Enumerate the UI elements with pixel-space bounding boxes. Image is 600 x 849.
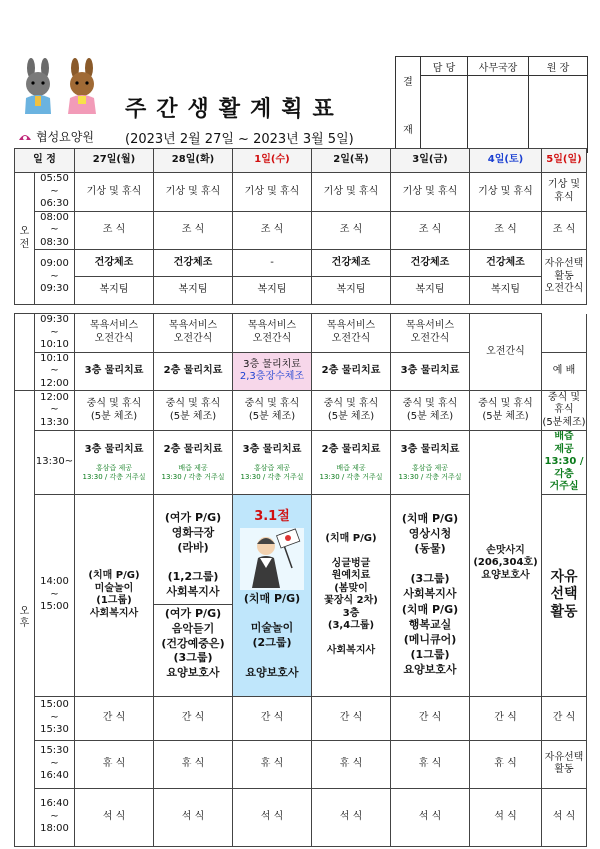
- exercise-cell: 건강체조: [75, 250, 154, 277]
- wake-cell: 기상 및 휴식: [75, 173, 154, 212]
- exercise-cell-none: -: [233, 250, 312, 277]
- snack-note-sun: 배즙 제공 13:30 / 각층 거주실: [542, 431, 587, 495]
- pt-cell-wed: 3층 물리치료 2,3층장수체조: [233, 352, 312, 391]
- dinner-cell: 석 식: [154, 788, 233, 846]
- day-header-sat: 4일(토): [470, 149, 542, 173]
- program-tue: (여가 P/G) 영화극장 (라바) (1,2그룹) 사회복지사 (여가 P/G) 음악듣기 (건강예중은) (3그룹) 요양보호사: [154, 494, 233, 696]
- time-cell: 09:00 ~ 09:30: [35, 250, 75, 305]
- approval-col-manager: 담 당: [421, 57, 468, 76]
- day-header-sun: 5일(일): [542, 149, 587, 173]
- day-header-mon: 27일(월): [75, 149, 154, 173]
- snack-cell: 간 식: [542, 696, 587, 740]
- time-cell: 15:00 ~ 15:30: [35, 696, 75, 740]
- welfare-team-cell: 복지팀: [470, 277, 542, 305]
- organization-name: [18, 128, 94, 145]
- time-cell: 10:10 ~ 12:00: [35, 352, 75, 391]
- program-thu: (치매 P/G) 싱글벙글 원예치료 (봄맞이 꽃장식 2차) 3층 (3,4그룹) 사회복지사: [312, 494, 391, 696]
- wake-cell-sun: 기상 및 휴식: [542, 173, 587, 212]
- welfare-team-cell: 복지팀: [391, 277, 470, 305]
- rest-cell: 휴 식: [154, 740, 233, 788]
- pt-pm-fri: 3층 물리치료 홍삼즙 제공 13:30 / 각층 거주실: [391, 431, 470, 495]
- corner-header: 일 정: [15, 149, 75, 173]
- breakfast-cell: 조 식: [391, 211, 470, 250]
- rest-cell: 휴 식: [470, 740, 542, 788]
- day-header-tue: 28일(화): [154, 149, 233, 173]
- wake-cell: 기상 및 휴식: [154, 173, 233, 212]
- day-header-fri: 3일(금): [391, 149, 470, 173]
- org-label: 협성요양원: [36, 130, 94, 144]
- time-cell: 15:30 ~ 16:40: [35, 740, 75, 788]
- lunch-cell: 중식 및 휴식 (5분 체조): [154, 391, 233, 431]
- program-sat: 손맛사지 (206,304호) 요양보호사: [470, 431, 542, 697]
- welfare-team-cell: 복지팀: [75, 277, 154, 305]
- dinner-cell: 석 식: [312, 788, 391, 846]
- lunch-cell: 중식 및 휴식 (5분 체조): [470, 391, 542, 431]
- pt-cell-mon: 3층 물리치료: [75, 352, 154, 391]
- bath-cell: 목욕서비스 오전간식: [312, 314, 391, 353]
- dinner-cell: 석 식: [542, 788, 587, 846]
- welfare-team-cell: 복지팀: [154, 277, 233, 305]
- wake-cell: 기상 및 휴식: [312, 173, 391, 212]
- sun-free-activity-am: 자유선택 활동 오전간식: [542, 250, 587, 305]
- breakfast-cell: 조 식: [312, 211, 391, 250]
- pt-cell-tue: 2층 물리치료: [154, 352, 233, 391]
- exercise-cell: 건강체조: [312, 250, 391, 277]
- rest-cell: 휴 식: [391, 740, 470, 788]
- wake-cell: 기상 및 휴식: [233, 173, 312, 212]
- dinner-cell: 석 식: [470, 788, 542, 846]
- period-am: 오 전: [15, 173, 35, 305]
- bath-cell: 목욕서비스 오전간식: [154, 314, 233, 353]
- time-cell: 12:00 ~ 13:30: [35, 391, 75, 431]
- page-title: 주간생활계획표: [125, 97, 344, 122]
- dinner-cell: 석 식: [75, 788, 154, 846]
- snack-cell: 간 식: [391, 696, 470, 740]
- approval-sign-director: [468, 76, 529, 153]
- lunch-cell: 중식 및 휴식 (5분 체조): [312, 391, 391, 431]
- snack-cell: 간 식: [75, 696, 154, 740]
- period-pm: 오 후: [15, 391, 35, 847]
- approval-col-head: 원 장: [529, 57, 588, 76]
- breakfast-cell: 조 식: [75, 211, 154, 250]
- snack-cell: 간 식: [470, 696, 542, 740]
- program-fri: (치매 P/G) 영상시청 (동물) (3그룹) 사회복지사 (치매 P/G) 행복교실 (메니큐어) (1그룹) 요양보호사: [391, 494, 470, 696]
- rest-cell: 휴 식: [312, 740, 391, 788]
- day-header-wed: 1일(수): [233, 149, 312, 173]
- bath-cell: 목욕서비스 오전간식: [233, 314, 312, 353]
- grandma-flag-icon: [240, 528, 304, 590]
- rest-cell: 휴 식: [233, 740, 312, 788]
- bath-cell: 목욕서비스 오전간식: [75, 314, 154, 353]
- time-cell: 13:30~: [35, 431, 75, 495]
- approval-box: [395, 56, 588, 153]
- weekly-schedule-table-cont: [14, 313, 587, 847]
- snack-cell: 간 식: [312, 696, 391, 740]
- am-snack-sat: 오전간식: [470, 314, 542, 391]
- weekly-schedule-table: [14, 148, 587, 305]
- breakfast-cell: 조 식: [542, 211, 587, 250]
- sun-free-activity-pm: 자유선택 활동: [542, 740, 587, 788]
- pt-cell-thu: 2층 물리치료: [312, 352, 391, 391]
- lunch-cell-sun: 중식 및 휴식 (5분체조): [542, 391, 587, 431]
- lunch-cell: 중식 및 휴식 (5분 체조): [391, 391, 470, 431]
- lunch-cell: 중식 및 휴식 (5분 체조): [75, 391, 154, 431]
- worship-cell: 예 배: [542, 352, 587, 391]
- breakfast-cell: 조 식: [470, 211, 542, 250]
- pt-cell-fri: 3층 물리치료: [391, 352, 470, 391]
- bunny-mascot-right-icon: [62, 58, 102, 116]
- pt-pm-tue: 2층 물리치료 배즙 제공 13:30 / 각층 거주실: [154, 431, 233, 495]
- exercise-cell: 건강체조: [154, 250, 233, 277]
- lunch-cell: 중식 및 휴식 (5분 체조): [233, 391, 312, 431]
- day-header-thu: 2일(목): [312, 149, 391, 173]
- approval-sign-head: [529, 76, 588, 153]
- breakfast-cell: 조 식: [233, 211, 312, 250]
- wake-cell: 기상 및 휴식: [391, 173, 470, 212]
- exercise-cell: 건강체조: [470, 250, 542, 277]
- pt-pm-mon: 3층 물리치료 홍삼즙 제공 13:30 / 각층 거주실: [75, 431, 154, 495]
- rest-cell: 휴 식: [75, 740, 154, 788]
- header: [0, 0, 600, 150]
- pt-pm-thu: 2층 물리치료 배즙 제공 13:30 / 각층 거주실: [312, 431, 391, 495]
- pt-pm-wed: 3층 물리치료 홍삼즙 제공 13:30 / 각층 거주실: [233, 431, 312, 495]
- time-cell: 05:50 ~ 06:30: [35, 173, 75, 212]
- welfare-team-cell: 복지팀: [233, 277, 312, 305]
- approval-col-director: 사무국장: [468, 57, 529, 76]
- sun-free-activity-am-cont: [542, 314, 587, 353]
- time-cell: 16:40 ~ 18:00: [35, 788, 75, 846]
- approval-sign-manager: [421, 76, 468, 153]
- welfare-team-cell: 복지팀: [312, 277, 391, 305]
- time-cell: 14:00 ~ 15:00: [35, 494, 75, 696]
- dinner-cell: 석 식: [391, 788, 470, 846]
- exercise-cell: 건강체조: [391, 250, 470, 277]
- time-cell: 08:00 ~ 08:30: [35, 211, 75, 250]
- bath-cell: 목욕서비스 오전간식: [391, 314, 470, 353]
- time-cell: 09:30 ~ 10:10: [35, 314, 75, 353]
- org-logo-icon: [18, 132, 32, 142]
- wake-cell: 기상 및 휴식: [470, 173, 542, 212]
- date-range: (2023년 2월 27일 ~ 2023년 3월 5일): [125, 132, 354, 147]
- dinner-cell: 석 식: [233, 788, 312, 846]
- breakfast-cell: 조 식: [154, 211, 233, 250]
- program-sun: 자유 선택 활동: [542, 494, 587, 696]
- program-wed: 3.1절 (치매 P/G) 미술놀이 (2그룹) 요양보호사: [233, 494, 312, 696]
- snack-cell: 간 식: [154, 696, 233, 740]
- program-mon: (치매 P/G) 미술놀이 (1그룹) 사회복지사: [75, 494, 154, 696]
- approval-side-label: 결 재: [396, 57, 421, 153]
- period-am-cont: [15, 314, 35, 391]
- bunny-mascot-left-icon: [18, 58, 58, 116]
- snack-cell: 간 식: [233, 696, 312, 740]
